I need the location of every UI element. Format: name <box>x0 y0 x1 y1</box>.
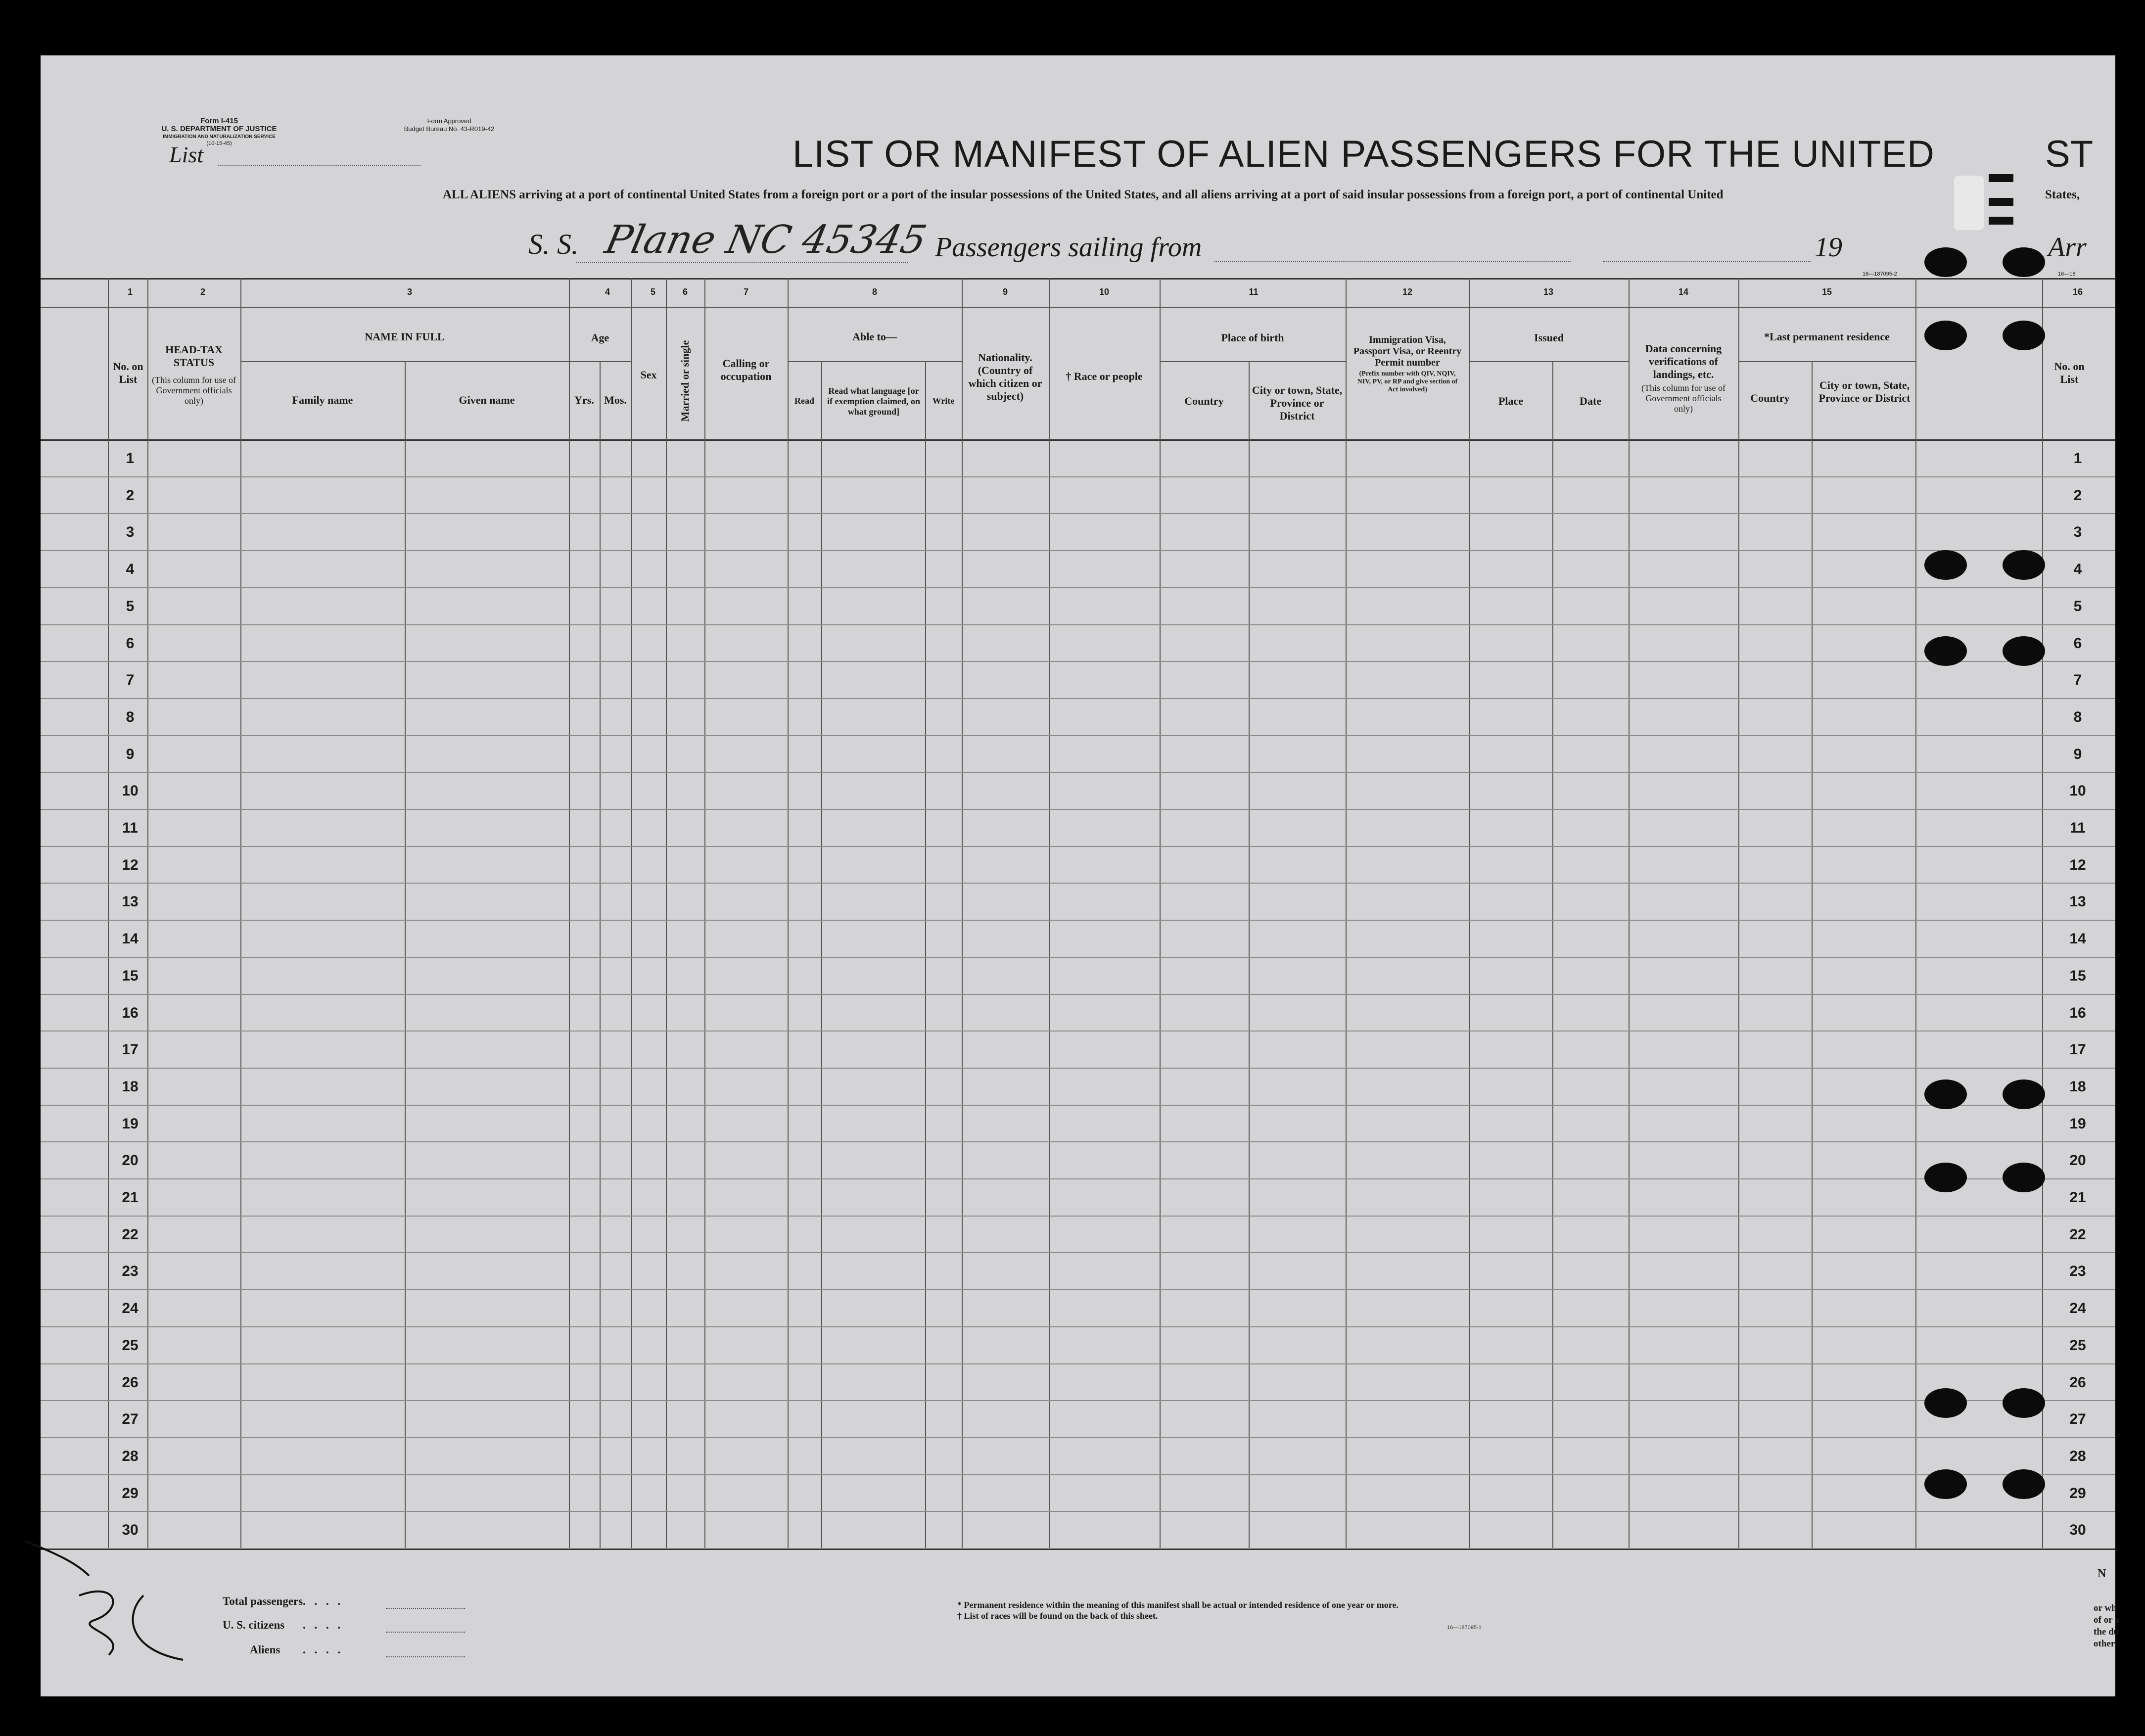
punch-hole <box>1924 636 1967 666</box>
header-place-of-birth: Place of birth <box>1221 331 1284 344</box>
row-number-right: 23 <box>2069 1263 2086 1280</box>
row-number-right: 20 <box>2069 1152 2086 1169</box>
row-number-left: 7 <box>126 672 135 689</box>
column-divider <box>108 278 109 1548</box>
column-divider <box>1552 361 1553 1548</box>
header-issued-date: Date <box>1580 395 1601 407</box>
column-divider <box>962 278 963 1548</box>
column-number: 15 <box>1821 287 1832 297</box>
column-divider <box>925 361 926 1548</box>
header-married-single: Married or single <box>679 340 691 422</box>
form-title-continued: ST <box>2045 133 2094 175</box>
column-divider <box>1249 361 1250 1548</box>
row-number-left: 24 <box>122 1300 139 1317</box>
column-divider <box>1915 278 1916 1548</box>
row-rule <box>41 513 2115 514</box>
row-number-right: 18 <box>2069 1078 2086 1095</box>
arriving-label: Arr <box>2048 232 2087 263</box>
row-number-left: 10 <box>122 783 139 799</box>
row-number-left: 27 <box>122 1411 139 1428</box>
column-number-rule <box>41 307 2115 308</box>
form-title: LIST OR MANIFEST OF ALIEN PASSENGERS FOR THE UNITED <box>793 133 1935 175</box>
row-rule <box>41 1474 2115 1475</box>
vessel-name-handwritten: Plane NC 45345 <box>601 218 931 262</box>
row-rule <box>41 1511 2115 1512</box>
name-subheader-rule <box>240 361 569 362</box>
row-number-right: 30 <box>2069 1522 2086 1539</box>
row-rule <box>41 550 2115 551</box>
row-number-right: 28 <box>2069 1448 2086 1464</box>
row-rule <box>41 809 2115 810</box>
row-number-right: 24 <box>2069 1300 2086 1317</box>
header-birth-country: Country <box>1184 395 1224 407</box>
punch-hole <box>2003 1079 2045 1109</box>
row-rule <box>41 1548 2115 1549</box>
header-read-language: Read what language [or if exemption claimed, on what ground] <box>827 386 920 417</box>
punch-hole <box>2003 1469 2045 1499</box>
column-divider <box>600 361 601 1548</box>
row-rule <box>41 1178 2115 1179</box>
sailing-from-field[interactable] <box>1214 261 1571 262</box>
row-rule <box>41 735 2115 736</box>
row-number-right: 4 <box>2073 561 2082 578</box>
row-number-left: 15 <box>122 967 139 984</box>
header-yrs: Yrs. <box>574 394 594 406</box>
column-divider <box>631 278 632 1548</box>
row-rule <box>41 476 2115 477</box>
column-divider <box>2042 278 2043 1548</box>
row-number-right: 2 <box>2073 487 2082 504</box>
right-fragment-line: the du <box>2094 1627 2119 1637</box>
right-fragment-line: or wh <box>2094 1603 2117 1613</box>
row-number-left: 8 <box>126 708 135 725</box>
sailing-date-field[interactable] <box>1603 261 1811 262</box>
form-code-bottom: 16—187095-1 <box>1447 1625 1482 1631</box>
row-number-right: 8 <box>2073 708 2082 725</box>
column-number: 8 <box>872 287 878 297</box>
header-visa: Immigration Visa, Passport Visa, or Reentry Permit number <box>1353 334 1462 368</box>
column-divider <box>704 278 705 1548</box>
header-visa-note: (Prefix number with QIV, NQIV, NIV, PV, or RP and give section of Act involved) <box>1357 370 1458 393</box>
punch-hole <box>2003 1163 2045 1192</box>
us-citizens-label: U. S. citizens <box>223 1619 285 1631</box>
row-number-right: 29 <box>2069 1485 2086 1501</box>
dot-leader: . . . . <box>303 1643 344 1656</box>
aliens-field[interactable] <box>386 1656 465 1657</box>
header-bottom-rule <box>41 439 2115 441</box>
row-number-left: 25 <box>122 1337 139 1354</box>
footnote-residence: * Permanent residence within the meaning of this manifest shall be actual or intended residence of one year or more. <box>957 1600 1399 1610</box>
total-passengers-field[interactable] <box>386 1608 465 1609</box>
issued-subheader-rule <box>1469 361 1629 362</box>
row-number-left: 6 <box>126 635 135 652</box>
column-divider <box>788 278 789 1548</box>
row-number-left: 18 <box>122 1078 139 1095</box>
sailing-from-label: Passengers sailing from <box>935 232 1202 263</box>
row-rule <box>41 1031 2115 1032</box>
header-head-tax-note: (This column for use of Government officials only) <box>152 375 236 406</box>
row-number-right: 19 <box>2069 1115 2086 1132</box>
row-rule <box>41 1141 2115 1142</box>
punch-hole <box>1924 1163 1967 1192</box>
row-number-left: 9 <box>126 746 135 762</box>
row-number-right: 12 <box>2069 856 2086 873</box>
header-family-name: Family name <box>292 394 353 406</box>
row-number-right: 21 <box>2069 1189 2086 1206</box>
row-number-left: 30 <box>122 1522 139 1539</box>
punch-hole <box>2003 550 2045 580</box>
header-residence-country: Country <box>1750 392 1790 404</box>
list-label: List <box>169 142 204 167</box>
row-number-left: 1 <box>126 450 135 467</box>
row-rule <box>41 1105 2115 1106</box>
budget-bureau: Budget Bureau No. 43-R019-42 <box>404 125 495 133</box>
column-number: 9 <box>1002 287 1008 297</box>
column-number: 7 <box>743 287 749 297</box>
row-rule <box>41 587 2115 588</box>
row-number-right: 11 <box>2070 820 2086 836</box>
header-landings-note: (This column for use of Government officials only) <box>1641 383 1725 414</box>
torn-patch-mark <box>1989 174 2013 182</box>
row-rule <box>41 1326 2115 1327</box>
column-divider <box>240 278 241 1548</box>
row-number-left: 16 <box>122 1004 139 1021</box>
punch-hole <box>2003 636 2045 666</box>
column-number: 5 <box>650 287 656 297</box>
column-number: 2 <box>200 287 206 297</box>
form-subtitle: ALL ALIENS arriving at a port of continental United States from a foreign port or a port of the insular possessions of the United States, and all aliens arriving at a port of said insular possessions from a foreign port, a port of continental United <box>443 188 1724 201</box>
header-no-on-list-right: No. on List <box>2054 360 2085 385</box>
punch-hole <box>1924 550 1967 580</box>
row-number-left: 17 <box>122 1041 139 1058</box>
us-citizens-field[interactable] <box>386 1632 465 1633</box>
total-passengers-label: Total passengers <box>223 1595 303 1607</box>
header-sex: Sex <box>640 369 657 381</box>
row-rule <box>41 624 2115 625</box>
column-number: 12 <box>1402 287 1413 297</box>
row-number-right: 16 <box>2069 1004 2086 1021</box>
row-number-right: 3 <box>2073 524 2082 541</box>
column-divider <box>1160 278 1161 1548</box>
header-landings: Data concerning verifications of landings, etc. <box>1645 342 1722 380</box>
row-number-left: 20 <box>122 1152 139 1169</box>
row-number-left: 12 <box>122 856 139 873</box>
column-divider <box>821 361 822 1548</box>
header-mos: Mos. <box>604 394 627 406</box>
column-divider <box>569 278 570 1548</box>
age-subheader-rule <box>569 361 631 362</box>
torn-patch-mark <box>1989 217 2013 225</box>
service: IMMIGRATION AND NATURALIZATION SERVICE <box>163 134 276 140</box>
row-number-left: 3 <box>126 524 135 541</box>
row-rule <box>41 1289 2115 1290</box>
row-number-right: 17 <box>2069 1041 2086 1058</box>
aliens-label: Aliens <box>250 1643 280 1656</box>
residence-subheader-rule <box>1738 361 1915 362</box>
vessel-name-line <box>576 262 908 263</box>
punch-hole <box>1924 247 1967 277</box>
row-number-right: 5 <box>2073 598 2082 614</box>
row-number-left: 28 <box>122 1448 139 1464</box>
row-rule <box>41 957 2115 958</box>
row-number-left: 11 <box>122 820 138 836</box>
column-number: 10 <box>1099 287 1110 297</box>
row-number-left: 19 <box>122 1115 139 1132</box>
dot-leader: . . . . <box>303 1595 344 1607</box>
column-divider <box>147 278 148 1548</box>
row-number-right: 27 <box>2069 1411 2086 1428</box>
header-read: Read <box>794 396 814 406</box>
row-number-left: 13 <box>122 893 139 910</box>
row-number-right: 13 <box>2069 893 2086 910</box>
row-number-left: 23 <box>122 1263 139 1280</box>
form-code-top-right: 16—18 <box>2058 271 2076 277</box>
punch-hole <box>2003 1388 2045 1418</box>
form-approved: Form Approved <box>427 117 471 125</box>
header-no-on-list: No. on List <box>113 360 143 385</box>
header-issued: Issued <box>1534 331 1564 344</box>
column-number: 3 <box>407 287 413 297</box>
punch-hole <box>1924 1079 1967 1109</box>
department: U. S. DEPARTMENT OF JUSTICE <box>161 125 277 133</box>
row-rule <box>41 920 2115 921</box>
row-rule <box>41 1252 2115 1253</box>
sailing-year: 19 <box>1815 232 1842 263</box>
column-number: 16 <box>2072 287 2083 297</box>
punch-hole <box>2003 247 2045 277</box>
row-rule <box>41 994 2115 995</box>
row-rule <box>41 1216 2115 1217</box>
header-issued-place: Place <box>1498 395 1524 407</box>
row-number-left: 4 <box>126 561 135 578</box>
row-rule <box>41 1068 2115 1069</box>
row-rule <box>41 772 2115 773</box>
column-divider <box>1049 278 1050 1548</box>
row-rule <box>41 846 2115 847</box>
header-nationality: Nationality. (Country of which citizen or subject) <box>968 351 1042 402</box>
form-code-top: 16—187095-2 <box>1863 271 1897 277</box>
header-last-residence: *Last permanent residence <box>1764 330 1890 343</box>
row-number-right: 9 <box>2073 746 2082 762</box>
header-race: † Race or people <box>1066 370 1143 382</box>
row-number-left: 26 <box>122 1374 139 1391</box>
row-number-left: 14 <box>122 931 139 947</box>
row-number-right: 22 <box>2069 1226 2086 1243</box>
manifest-sheet <box>41 55 2115 1696</box>
column-number: 14 <box>1678 287 1689 297</box>
row-number-left: 2 <box>126 487 135 504</box>
header-given-name: Given name <box>459 394 515 406</box>
column-divider <box>405 361 406 1548</box>
row-rule <box>41 1363 2115 1364</box>
torn-patch <box>1954 176 1984 230</box>
punch-hole <box>1924 1469 1967 1499</box>
column-number: 4 <box>605 287 610 297</box>
row-number-right: 26 <box>2069 1374 2086 1391</box>
footnote-races: † List of races will be found on the back of this sheet. <box>957 1611 1158 1621</box>
row-number-right: 10 <box>2069 783 2086 799</box>
column-number: 13 <box>1543 287 1554 297</box>
row-rule <box>41 883 2115 884</box>
column-divider <box>1469 278 1470 1548</box>
row-number-right: 6 <box>2073 635 2082 652</box>
dot-leader: . . . . <box>303 1619 344 1631</box>
column-number: 11 <box>1249 287 1259 297</box>
row-number-right: 25 <box>2069 1337 2086 1354</box>
column-divider <box>666 278 667 1548</box>
column-divider <box>1812 361 1813 1548</box>
row-rule <box>41 1400 2115 1401</box>
row-number-right: 15 <box>2069 967 2086 984</box>
header-able-to: Able to— <box>852 330 897 343</box>
row-number-right: 14 <box>2069 931 2086 947</box>
able-subheader-rule <box>788 361 962 362</box>
column-number: 1 <box>127 287 133 297</box>
column-number: 6 <box>682 287 688 297</box>
row-rule <box>41 1437 2115 1438</box>
table-top-border <box>41 278 2115 280</box>
right-fragment-line: other <box>2094 1639 2115 1649</box>
list-number-field[interactable] <box>218 165 420 166</box>
header-calling: Calling or occupation <box>720 357 772 382</box>
row-number-left: 22 <box>122 1226 139 1243</box>
header-residence-city: City or town, State, Province or District <box>1819 379 1911 404</box>
header-head-tax: HEAD-TAX STATUS <box>165 343 223 369</box>
header-write: Write <box>932 396 955 406</box>
row-number-right: 1 <box>2073 450 2082 467</box>
column-divider <box>1629 278 1630 1548</box>
birth-subheader-rule <box>1160 361 1346 362</box>
handwritten-margin-mark <box>20 1536 198 1665</box>
column-divider <box>1738 278 1739 1548</box>
row-number-right: 7 <box>2073 672 2082 689</box>
row-number-left: 29 <box>122 1485 139 1501</box>
form-subtitle-continued: States, <box>2045 188 2080 201</box>
header-name-in-full: NAME IN FULL <box>365 330 445 343</box>
row-rule <box>41 661 2115 662</box>
form-number: Form I-415 <box>200 117 238 125</box>
vessel-prefix: S. S. <box>528 228 579 260</box>
edition: (10-15-45) <box>206 141 232 146</box>
torn-patch-mark <box>1989 198 2013 206</box>
header-age: Age <box>591 331 609 344</box>
row-number-left: 21 <box>122 1189 139 1206</box>
column-divider <box>1346 278 1347 1548</box>
punch-hole <box>1924 321 1967 350</box>
right-fragment-line: of or a <box>2094 1615 2120 1625</box>
right-fragment-line: N <box>2098 1567 2106 1580</box>
row-rule <box>41 698 2115 699</box>
header-birth-city: City or town, State, Province or District <box>1252 384 1343 422</box>
punch-hole <box>2003 321 2045 350</box>
punch-hole <box>1924 1388 1967 1418</box>
row-number-left: 5 <box>126 598 135 614</box>
